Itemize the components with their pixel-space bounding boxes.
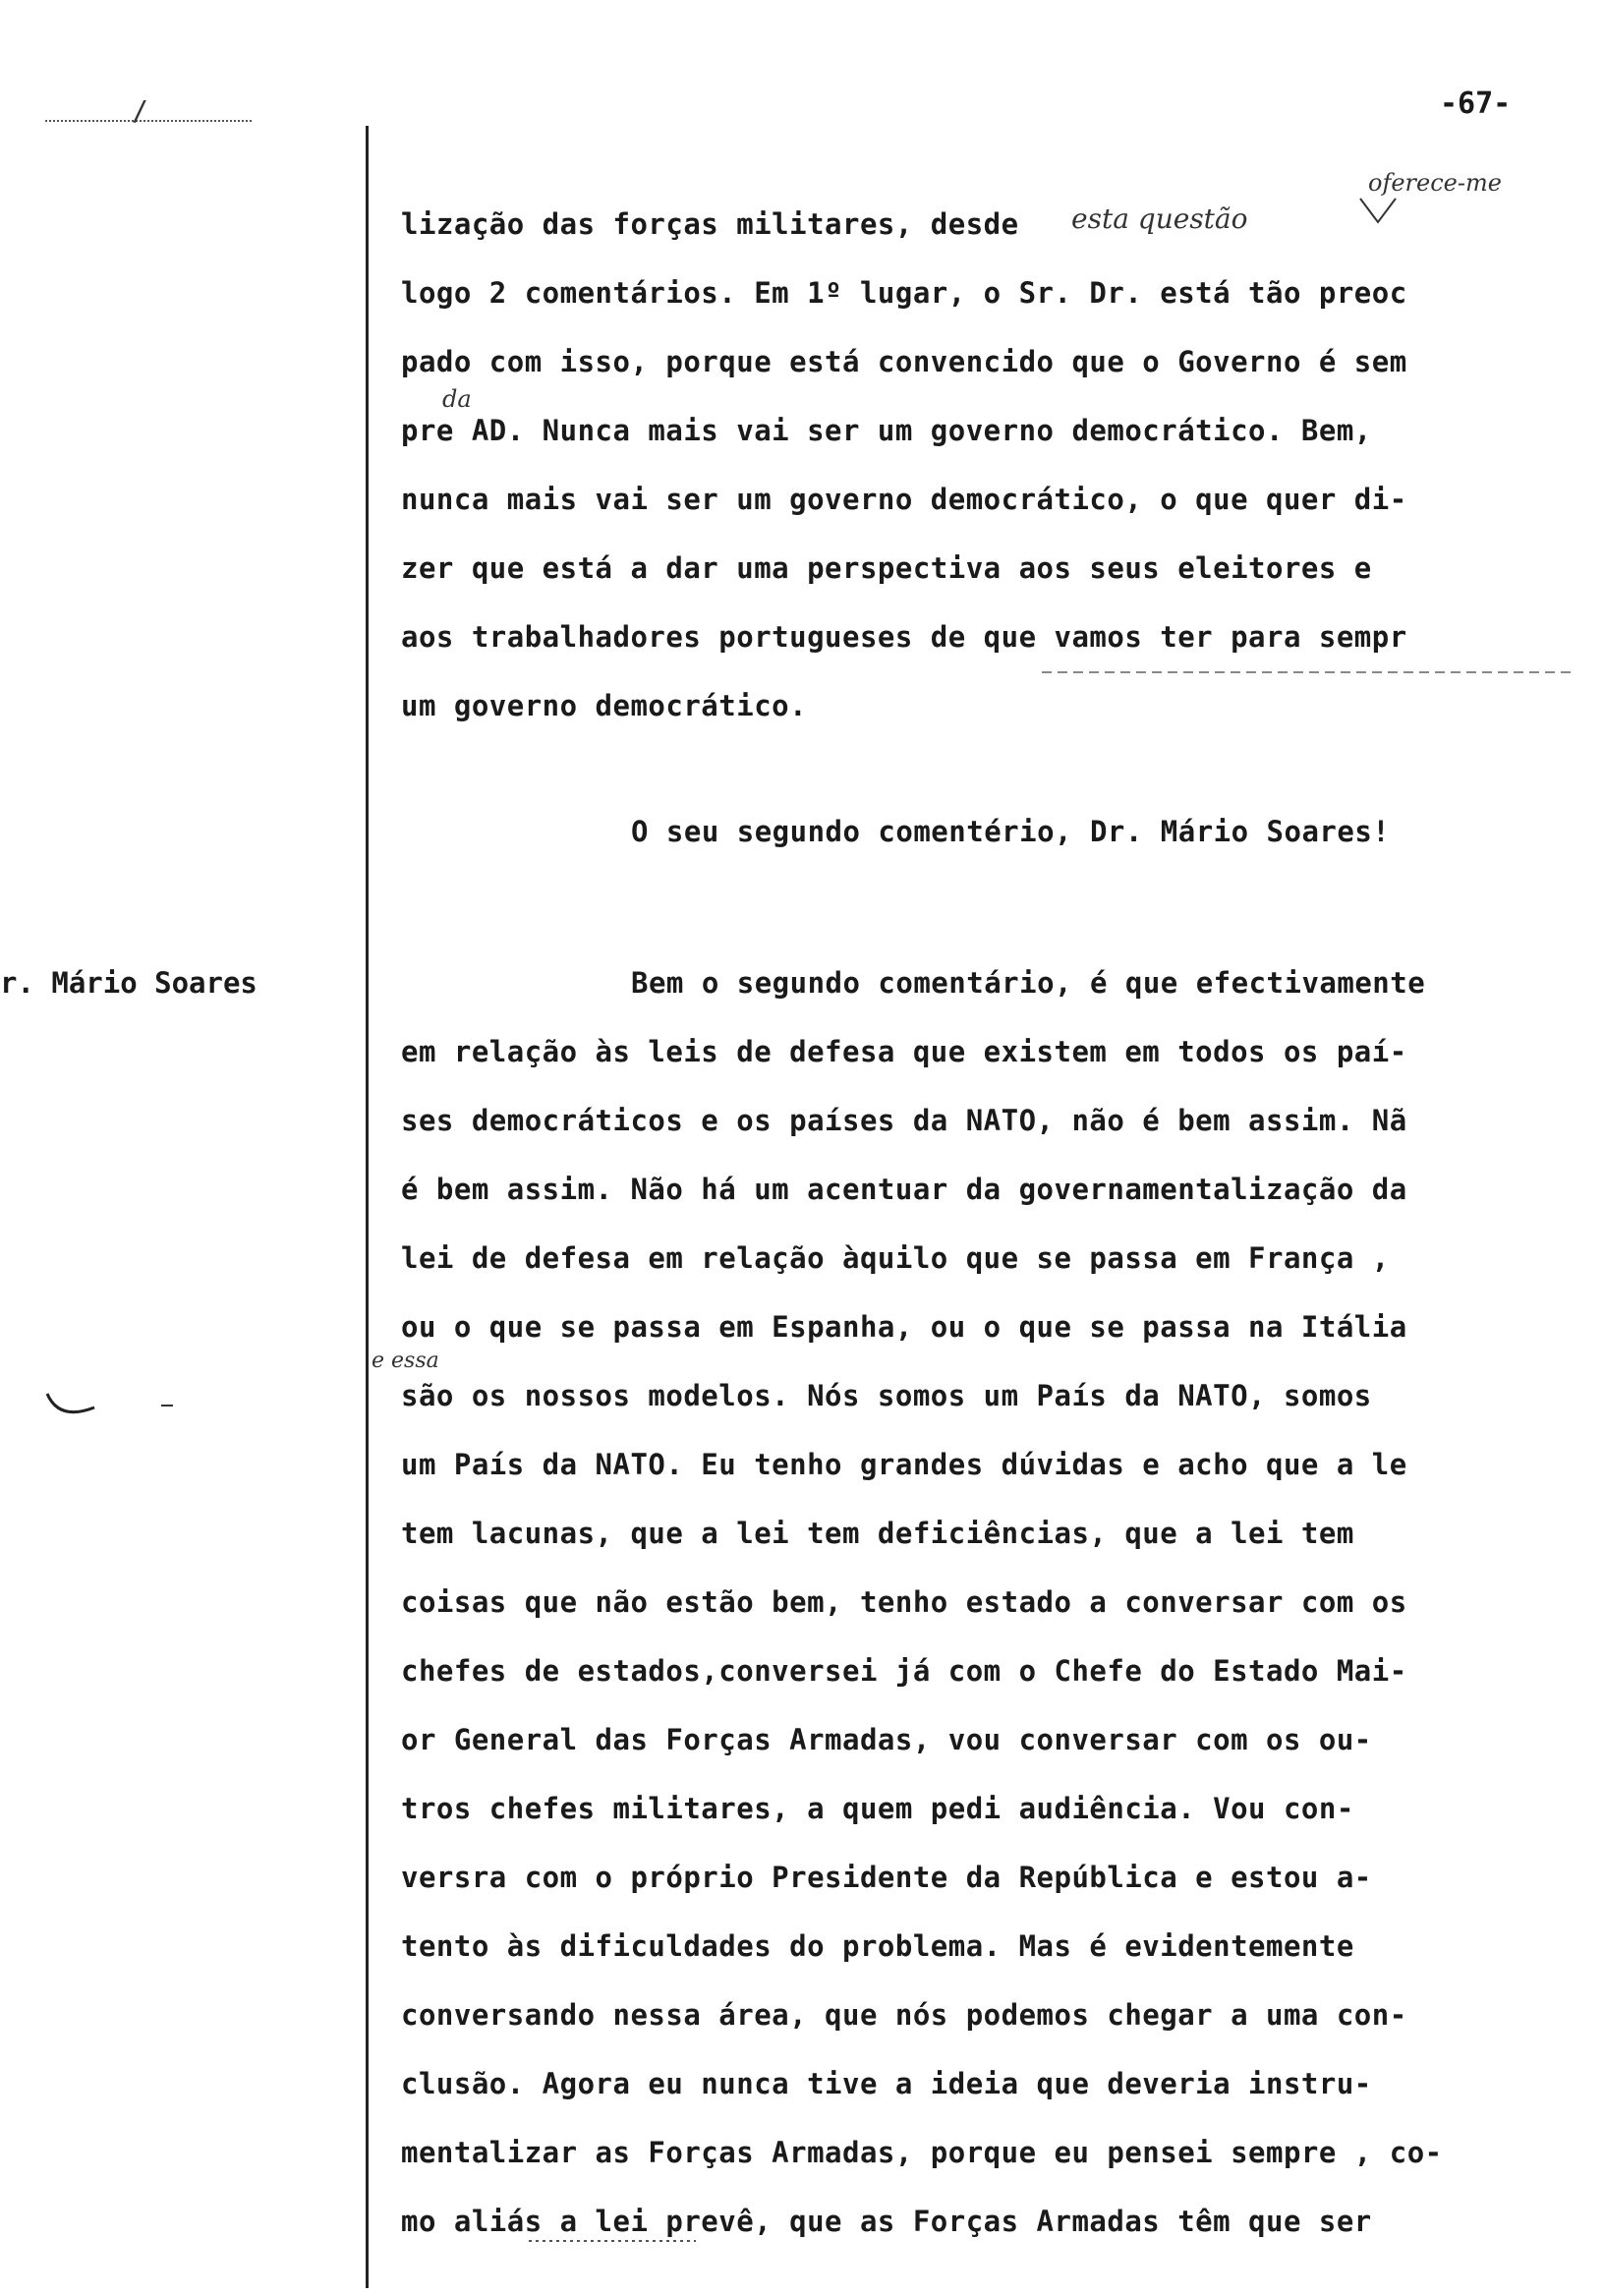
text-line: nunca mais vai ser um governo democrático, o que quer di- [401, 483, 1407, 516]
handwritten-insertion: e essa [372, 1349, 439, 1373]
text-line: são os nossos modelos. Nós somos um País da NATO, somos [401, 1379, 1372, 1412]
text-line: ou o que se passa em Espanha, ou o que se passa na Itália [401, 1310, 1407, 1344]
text-line: zer que está a dar uma perspectiva aos seus eleitores e [401, 551, 1372, 585]
text-line: lei de defesa em relação àquilo que se passa em França , [401, 1241, 1390, 1275]
dotted-underline-mark [1042, 664, 1592, 680]
text-line: pre AD. Nunca mais vai ser um governo democrático. Bem, [401, 414, 1372, 447]
speaker-label-mario-soares: r. Mário Soares [0, 966, 258, 1000]
handwritten-insertion: oferece-me [1368, 169, 1502, 197]
handwritten-caret-mark [1356, 195, 1435, 228]
text-line: versra com o próprio Presidente da República e estou a- [401, 1861, 1372, 1894]
text-line: um governo democrático. [401, 689, 808, 722]
text-line: clusão. Agora eu nunca tive a ideia que deveria instru- [401, 2067, 1372, 2100]
page-number: -67- [1440, 86, 1512, 121]
handwritten-insertion: da [442, 385, 472, 413]
text-line: pado com isso, porque está convencido que o Governo é sem [401, 345, 1407, 378]
margin-divider-line [366, 126, 369, 2288]
handwritten-insertion: esta questão [1071, 202, 1248, 235]
text-line: or General das Forças Armadas, vou conversar com os ou- [401, 1723, 1372, 1756]
slash-mark: / [132, 94, 148, 127]
text-line: aos trabalhadores portugueses de que vamos ter para sempr [401, 620, 1407, 654]
underline-mark [401, 2235, 814, 2255]
text-line: mo aliás a lei prevê, que as Forças Armadas têm que ser [401, 2205, 1372, 2238]
dotted-line-mark [45, 120, 252, 122]
handwritten-curve-mark [43, 1388, 181, 1427]
text-line: em relação às leis de defesa que existem em todos os paí- [401, 1035, 1407, 1068]
text-line: conversando nessa área, que nós podemos chegar a uma con- [401, 1998, 1407, 2032]
text-line: tros chefes militares, a quem pedi audiência. Vou con- [401, 1792, 1354, 1825]
text-line: mentalizar as Forças Armadas, porque eu pensei sempre , co- [401, 2136, 1443, 2169]
text-line: lização das forças militares, desde [401, 207, 1019, 241]
text-line: um País da NATO. Eu tenho grandes dúvidas e acho que a le [401, 1448, 1407, 1481]
text-line: chefes de estados,conversei já com o Chefe do Estado Mai- [401, 1654, 1407, 1688]
text-line: O seu segundo comentério, Dr. Mário Soares! [631, 815, 1391, 848]
text-line: ses democráticos e os países da NATO, não é bem assim. Nã [401, 1104, 1407, 1137]
text-line: logo 2 comentários. Em 1º lugar, o Sr. Dr. está tão preoc [401, 276, 1407, 310]
text-line: coisas que não estão bem, tenho estado a conversar com os [401, 1585, 1407, 1619]
text-line: Bem o segundo comentário, é que efectivamente [631, 966, 1426, 1000]
text-line: é bem assim. Não há um acentuar da governamentalização da [401, 1173, 1407, 1206]
text-line: tento às dificuldades do problema. Mas é evidentemente [401, 1929, 1354, 1963]
text-line: tem lacunas, que a lei tem deficiências, que a lei tem [401, 1517, 1354, 1550]
